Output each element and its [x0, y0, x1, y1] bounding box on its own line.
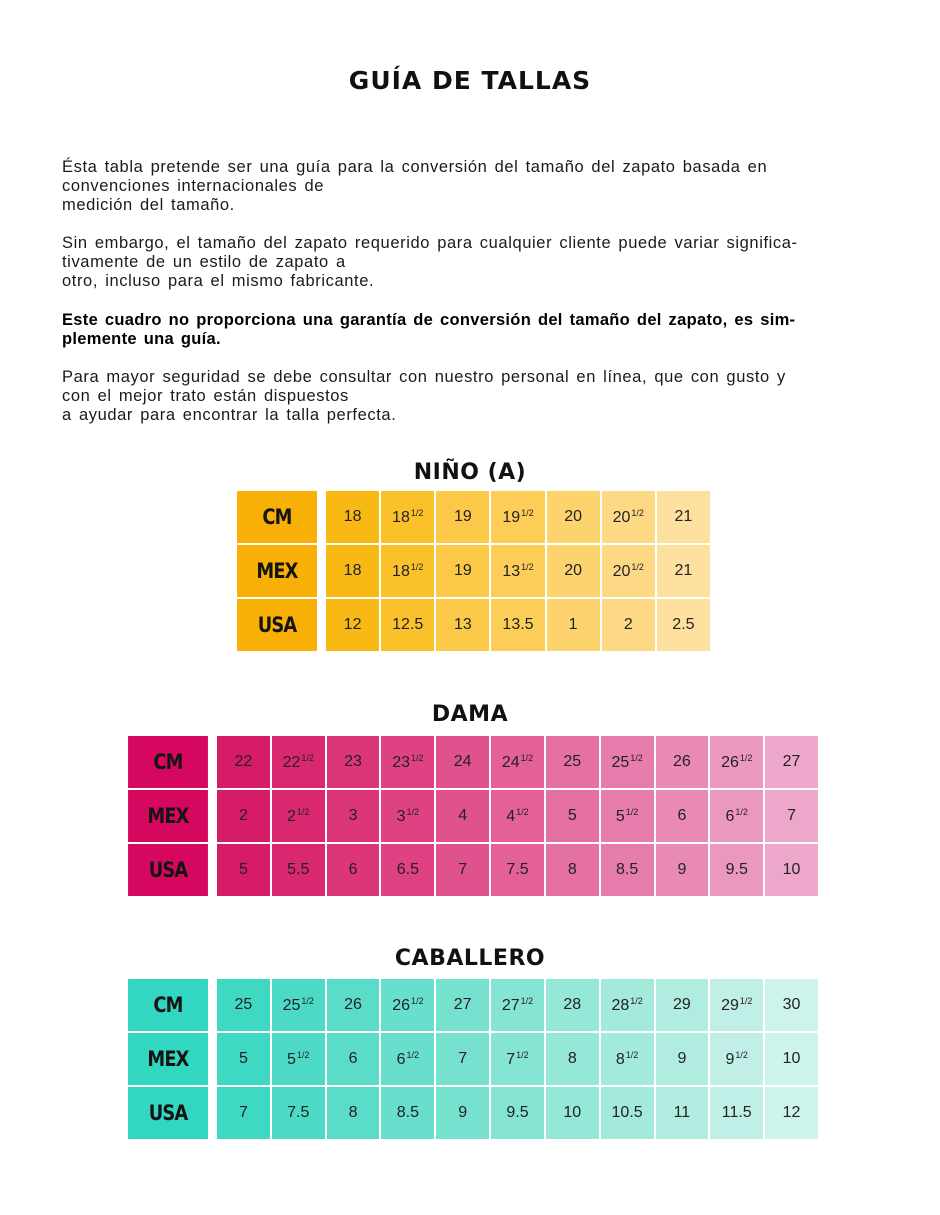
- size-value: 3: [348, 807, 358, 824]
- size-cell: [436, 979, 489, 1031]
- size-value: 12.5: [392, 616, 424, 633]
- size-value: 26: [673, 753, 691, 770]
- row-label-usa: USA: [128, 844, 208, 896]
- size-value: 7: [458, 1050, 468, 1067]
- size-value: 4: [458, 807, 468, 824]
- size-value: 19: [502, 508, 521, 526]
- size-cell: [327, 979, 380, 1031]
- size-value: 21: [674, 562, 693, 579]
- size-value: 5: [238, 861, 248, 878]
- contact-line: con el mejor trato están dispuestos: [62, 387, 349, 405]
- half-size-fraction: 1/2: [410, 507, 424, 518]
- size-cell: [656, 790, 709, 842]
- table-row: [121, 790, 818, 842]
- half-size-fraction: 1/2: [630, 752, 643, 763]
- size-value: 26: [344, 996, 362, 1013]
- half-size-fraction: 1/2: [735, 1049, 748, 1060]
- caballero-section-title: CABALLERO: [394, 946, 546, 971]
- size-cell: [217, 790, 270, 842]
- size-cell: [436, 491, 489, 543]
- size-value: 8.5: [615, 861, 639, 878]
- size-cell: [546, 979, 599, 1031]
- half-size-fraction: 1/2: [410, 752, 424, 763]
- dama-section-title: DAMA: [431, 702, 509, 727]
- disclaimer-line: plemente una guía.: [62, 330, 221, 348]
- size-cell: [602, 491, 655, 543]
- size-value: 10.5: [611, 1104, 643, 1121]
- size-value: 27: [453, 996, 472, 1013]
- caballero-size-table: [119, 977, 820, 1141]
- size-value: 25: [611, 753, 630, 771]
- size-value: 5.5: [287, 861, 310, 878]
- half-size-fraction: 1/2: [301, 995, 314, 1006]
- half-size-fraction: 1/2: [631, 561, 644, 572]
- table-row: [121, 736, 818, 788]
- size-value: 28: [611, 996, 630, 1014]
- row-label-usa: USA: [237, 599, 317, 651]
- size-value: 1: [568, 616, 578, 633]
- size-cell: [602, 599, 655, 651]
- intro-line: medición del tamaño.: [62, 196, 235, 214]
- size-value: 3: [396, 807, 406, 825]
- size-value: 7: [238, 1104, 248, 1121]
- row-label-cm: CM: [128, 736, 208, 788]
- half-size-fraction: 1/2: [630, 995, 643, 1006]
- size-value: 30: [782, 996, 801, 1013]
- size-value: 26: [721, 753, 739, 771]
- size-cell: [326, 545, 379, 597]
- size-cell: [326, 491, 379, 543]
- table-row: [121, 1087, 818, 1139]
- intro-line: convenciones internacionales de: [62, 177, 325, 195]
- size-cell: [381, 599, 434, 651]
- size-cell: [491, 736, 544, 788]
- table-row: [121, 979, 818, 1031]
- size-cell: [491, 1033, 544, 1085]
- size-value: 6: [396, 1050, 406, 1068]
- size-cell: [765, 790, 818, 842]
- table-row: [230, 491, 710, 543]
- size-value: 10: [782, 1050, 801, 1067]
- size-cell: [491, 790, 544, 842]
- size-value: 7: [787, 807, 797, 824]
- size-value: 4: [506, 807, 516, 825]
- half-size-fraction: 1/2: [296, 1049, 310, 1060]
- size-cell: [546, 844, 599, 896]
- size-value: 6: [348, 861, 358, 878]
- size-cell: [381, 844, 434, 896]
- size-cell: [436, 1087, 489, 1139]
- variation-line: tivamente de un estilo de zapato a: [62, 253, 346, 271]
- size-value: 9: [725, 1050, 735, 1068]
- size-value: 18: [392, 562, 410, 580]
- size-cell: [601, 790, 654, 842]
- size-cell: [710, 790, 763, 842]
- size-cell: [217, 736, 270, 788]
- size-value: 9.5: [506, 1104, 529, 1121]
- size-value: 5: [238, 1050, 248, 1067]
- size-value: 8: [348, 1104, 358, 1121]
- size-cell: [436, 790, 489, 842]
- size-cell: [272, 1087, 325, 1139]
- row-label-usa: USA: [128, 1087, 208, 1139]
- size-cell: [710, 1033, 763, 1085]
- size-cell: [601, 1033, 654, 1085]
- size-cell: [601, 979, 654, 1031]
- size-cell: [656, 844, 709, 896]
- half-size-fraction: 1/2: [410, 561, 424, 572]
- intro-line: Ésta tabla pretende ser una guía para la conversión del tamaño del zapato basada en: [62, 158, 768, 176]
- half-size-fraction: 1/2: [739, 995, 753, 1006]
- variation-line: Sin embargo, el tamaño del zapato requerido para cualquier cliente puede variar significa-: [62, 234, 798, 252]
- nino-size-table: [228, 489, 712, 653]
- size-value: 9: [677, 861, 687, 878]
- size-cell: [436, 736, 489, 788]
- size-cell: [710, 844, 763, 896]
- size-cell: [765, 979, 818, 1031]
- size-value: 13.5: [502, 616, 534, 633]
- size-cell: [217, 1087, 270, 1139]
- size-value: 26: [392, 996, 410, 1014]
- size-cell: [656, 979, 709, 1031]
- size-cell: [656, 736, 709, 788]
- variation-paragraph: [62, 234, 882, 291]
- size-cell: [546, 790, 599, 842]
- size-value: 8: [567, 1050, 577, 1067]
- size-value: 19: [453, 562, 472, 579]
- size-value: 2: [287, 807, 296, 825]
- size-value: 25: [234, 996, 253, 1013]
- size-cell: [327, 736, 380, 788]
- size-value: 8: [567, 861, 577, 878]
- contact-line: Para mayor seguridad se debe consultar con nuestro personal en línea, que con gusto y: [62, 368, 786, 386]
- size-cell: [217, 844, 270, 896]
- size-value: 27: [782, 753, 801, 770]
- size-value: 24: [453, 753, 472, 770]
- size-cell: [436, 599, 489, 651]
- size-cell: [381, 545, 434, 597]
- dama-size-table: [119, 734, 820, 898]
- size-cell: [217, 1033, 270, 1085]
- size-value: 18: [343, 508, 362, 525]
- size-value: 12: [343, 616, 362, 633]
- size-value: 25: [563, 753, 582, 770]
- row-label-cm: CM: [237, 491, 317, 543]
- size-cell: [601, 1087, 654, 1139]
- disclaimer-line: Este cuadro no proporciona una garantía de conversión del tamaño del zapato, es sim-: [62, 311, 796, 329]
- size-value: 5: [287, 1050, 296, 1068]
- row-label-mex: MEX: [237, 545, 317, 597]
- size-value: 5: [567, 807, 577, 824]
- half-size-fraction: 1/2: [516, 1049, 529, 1060]
- size-value: 5: [615, 807, 625, 825]
- size-value: 20: [564, 562, 583, 579]
- half-size-fraction: 1/2: [739, 752, 753, 763]
- size-cell: [272, 979, 325, 1031]
- size-value: 23: [344, 753, 362, 770]
- size-cell: [601, 844, 654, 896]
- size-cell: [765, 844, 818, 896]
- row-label-mex: MEX: [128, 790, 208, 842]
- size-value: 7.5: [287, 1104, 310, 1121]
- size-cell: [381, 736, 434, 788]
- size-value: 27: [501, 996, 520, 1014]
- size-cell: [546, 736, 599, 788]
- size-cell: [381, 1087, 434, 1139]
- size-value: 11: [673, 1104, 691, 1121]
- disclaimer-paragraph: [62, 311, 882, 349]
- half-size-fraction: 1/2: [516, 806, 529, 817]
- size-value: 6: [348, 1050, 358, 1067]
- size-value: 25: [282, 996, 301, 1014]
- half-size-fraction: 1/2: [625, 1049, 639, 1060]
- size-value: 29: [673, 996, 691, 1013]
- size-value: 24: [501, 753, 520, 771]
- size-value: 6.5: [396, 861, 419, 878]
- size-value: 20: [564, 508, 583, 525]
- half-size-fraction: 1/2: [301, 752, 314, 763]
- size-cell: [491, 1087, 544, 1139]
- size-value: 2: [623, 616, 633, 633]
- size-value: 6: [725, 807, 735, 825]
- size-cell: [710, 736, 763, 788]
- half-size-fraction: 1/2: [631, 507, 644, 518]
- size-cell: [491, 599, 544, 651]
- size-value: 13: [502, 562, 521, 580]
- size-value: 7: [458, 861, 468, 878]
- half-size-fraction: 1/2: [406, 806, 420, 817]
- size-cell: [327, 790, 380, 842]
- size-cell: [272, 844, 325, 896]
- size-cell: [491, 844, 544, 896]
- size-cell: [547, 545, 600, 597]
- size-value: 10: [782, 861, 801, 878]
- size-value: 22: [234, 753, 253, 770]
- size-value: 7.5: [506, 861, 529, 878]
- size-cell: [272, 790, 325, 842]
- size-cell: [657, 491, 710, 543]
- size-value: 23: [392, 753, 410, 771]
- size-cell: [657, 599, 710, 651]
- size-cell: [436, 844, 489, 896]
- size-value: 22: [282, 753, 301, 771]
- size-cell: [710, 979, 763, 1031]
- size-value: 19: [453, 508, 472, 525]
- size-value: 13: [453, 616, 472, 633]
- size-cell: [491, 979, 544, 1031]
- size-cell: [381, 1033, 434, 1085]
- size-value: 2.5: [672, 616, 695, 633]
- size-cell: [381, 979, 434, 1031]
- size-value: 6: [677, 807, 687, 824]
- size-value: 10: [563, 1104, 582, 1121]
- size-cell: [547, 599, 600, 651]
- row-label-mex: MEX: [128, 1033, 208, 1085]
- size-value: 21: [674, 508, 693, 525]
- size-cell: [547, 491, 600, 543]
- size-value: 9.5: [725, 861, 748, 878]
- variation-line: otro, incluso para el mismo fabricante.: [62, 272, 375, 290]
- size-value: 29: [721, 996, 739, 1014]
- contact-paragraph: [62, 368, 882, 425]
- half-size-fraction: 1/2: [521, 507, 534, 518]
- half-size-fraction: 1/2: [406, 1049, 420, 1060]
- half-size-fraction: 1/2: [735, 806, 748, 817]
- size-value: 20: [612, 562, 631, 580]
- size-cell: [272, 1033, 325, 1085]
- size-cell: [491, 491, 544, 543]
- size-value: 9: [458, 1104, 468, 1121]
- size-cell: [381, 491, 434, 543]
- size-value: 20: [612, 508, 631, 526]
- table-row: [121, 1033, 818, 1085]
- size-cell: [491, 545, 544, 597]
- size-cell: [217, 979, 270, 1031]
- size-cell: [602, 545, 655, 597]
- size-cell: [327, 1087, 380, 1139]
- half-size-fraction: 1/2: [296, 806, 310, 817]
- size-value: 8: [615, 1050, 625, 1068]
- size-cell: [765, 736, 818, 788]
- size-cell: [657, 545, 710, 597]
- size-cell: [381, 790, 434, 842]
- size-cell: [326, 599, 379, 651]
- size-cell: [656, 1087, 709, 1139]
- half-size-fraction: 1/2: [410, 995, 424, 1006]
- contact-line: a ayudar para encontrar la talla perfecta.: [62, 406, 397, 424]
- size-cell: [656, 1033, 709, 1085]
- size-value: 7: [506, 1050, 516, 1068]
- size-cell: [710, 1087, 763, 1139]
- size-cell: [436, 1033, 489, 1085]
- intro-paragraph: [62, 158, 882, 215]
- size-cell: [601, 736, 654, 788]
- size-value: 18: [392, 508, 410, 526]
- size-value: 8.5: [396, 1104, 419, 1121]
- size-value: 9: [677, 1050, 687, 1067]
- size-cell: [272, 736, 325, 788]
- size-cell: [327, 844, 380, 896]
- size-cell: [436, 545, 489, 597]
- page-title: GUÍA DE TALLAS: [348, 66, 592, 95]
- row-label-cm: CM: [128, 979, 208, 1031]
- size-value: 2: [238, 807, 248, 824]
- size-cell: [546, 1033, 599, 1085]
- half-size-fraction: 1/2: [625, 806, 639, 817]
- table-row: [230, 545, 710, 597]
- size-cell: [327, 1033, 380, 1085]
- size-cell: [546, 1087, 599, 1139]
- half-size-fraction: 1/2: [520, 752, 534, 763]
- size-value: 12: [782, 1104, 801, 1121]
- size-value: 18: [343, 562, 362, 579]
- size-value: 28: [563, 996, 582, 1013]
- size-cell: [765, 1033, 818, 1085]
- nino-section-title: NIÑO (A): [413, 460, 527, 485]
- half-size-fraction: 1/2: [521, 561, 534, 572]
- table-row: [121, 844, 818, 896]
- size-value: 11.5: [721, 1104, 752, 1121]
- half-size-fraction: 1/2: [520, 995, 534, 1006]
- table-row: [230, 599, 710, 651]
- size-cell: [765, 1087, 818, 1139]
